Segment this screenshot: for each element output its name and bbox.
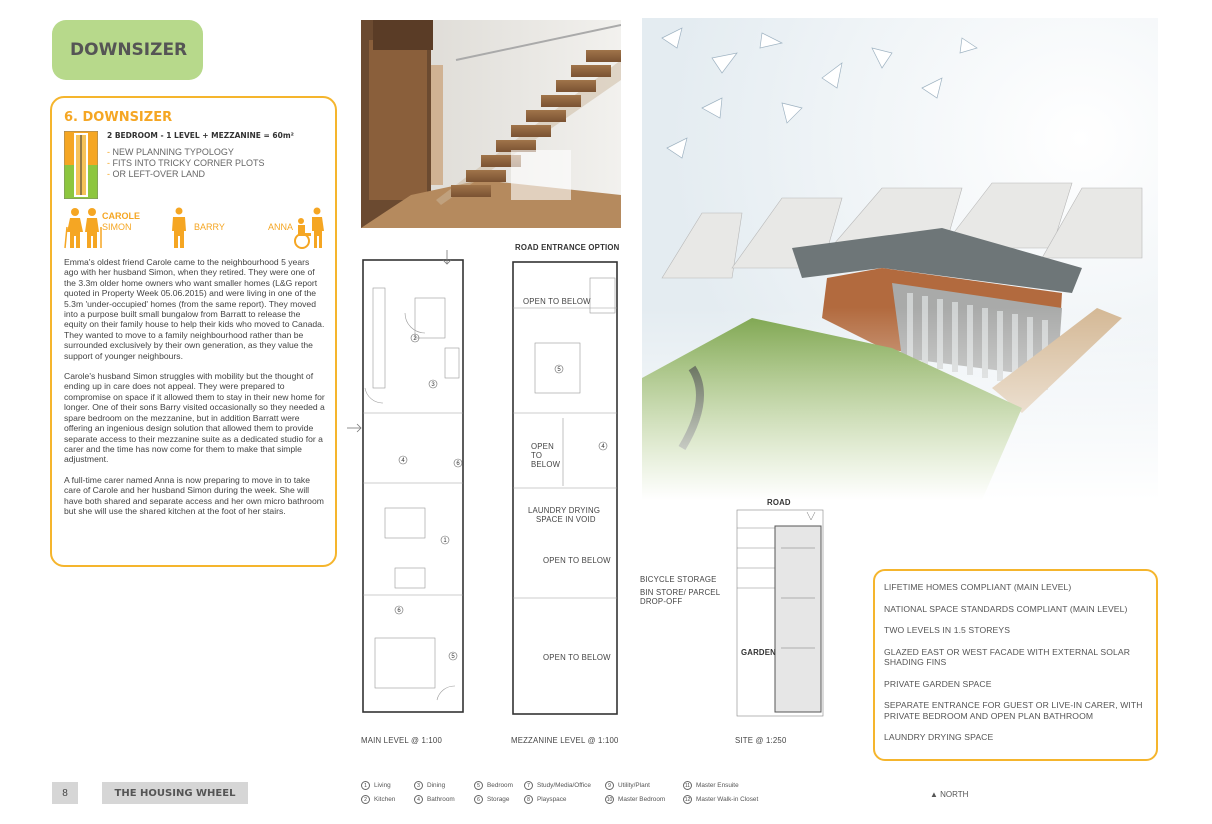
spec-line: 2 BEDROOM - 1 LEVEL + MEZZANINE = 60m² xyxy=(107,131,294,140)
page-title-text: DOWNSIZER xyxy=(70,40,188,60)
feature-item: PRIVATE GARDEN SPACE xyxy=(884,678,992,689)
north-label: NORTH xyxy=(940,790,969,799)
card-heading: 6. DOWNSIZER xyxy=(64,110,173,125)
legend-item xyxy=(474,781,513,790)
road-entrance-label: ROAD ENTRANCE OPTION xyxy=(515,243,620,252)
mezzanine-level-caption: MEZZANINE LEVEL @ 1:100 xyxy=(511,736,619,745)
north-arrow-icon: ▲ xyxy=(930,790,938,799)
garden-label: GARDEN xyxy=(741,648,776,657)
legend-label: Utility/Plant xyxy=(618,782,650,789)
legend-label: Living xyxy=(374,782,391,789)
persona-simon: SIMON xyxy=(102,222,132,232)
bullet-item: - FITS INTO TRICKY CORNER PLOTS xyxy=(107,158,265,169)
bin-store-label-2: DROP-OFF xyxy=(640,597,683,606)
story-paragraph: A full-time carer named Anna is now preparing to move in to take care of Carole and her husband Simon during the week. She will have both shared and separate access and her own micro bathroom but she will use the shared kitchen at the foot of her stairs. xyxy=(64,474,324,516)
legend-label: Master Bedroom xyxy=(618,796,666,803)
below-label: BELOW xyxy=(531,460,561,469)
room-number: 6 xyxy=(456,461,460,467)
legend-label: Kitchen xyxy=(374,796,396,803)
room-number: 2 xyxy=(413,336,417,342)
to-label: TO xyxy=(531,451,543,460)
bicycle-storage-label: BICYCLE STORAGE xyxy=(640,575,717,584)
legend-number: 5 xyxy=(474,781,483,790)
mezzanine-level-plan xyxy=(505,258,625,718)
legend-item xyxy=(361,795,395,804)
legend-item xyxy=(524,781,591,790)
legend-item xyxy=(474,795,509,804)
page-title xyxy=(52,20,203,80)
legend-number: 11 xyxy=(684,782,691,789)
legend-item xyxy=(605,781,650,790)
bullet-item: - OR LEFT-OVER LAND xyxy=(107,169,265,180)
laundry-label-1: LAUNDRY DRYING xyxy=(528,506,601,515)
main-level-plan xyxy=(345,238,485,718)
elderly-couple-icon xyxy=(64,207,102,249)
room-number: 5 xyxy=(451,654,455,660)
legend-item xyxy=(683,781,739,790)
open-to-below-label: OPEN TO BELOW xyxy=(543,556,611,565)
feature-item: SEPARATE ENTRANCE FOR GUEST OR LIVE-IN CARER, WITH PRIVATE BEDROOM AND OPEN PLAN BATHROOM xyxy=(884,700,1143,721)
legend-item xyxy=(605,795,665,804)
summary-block xyxy=(64,131,325,201)
legend-number: 12 xyxy=(684,796,691,803)
room-number: 3 xyxy=(431,382,435,388)
road-label: ROAD xyxy=(767,498,791,507)
legend-number: 9 xyxy=(605,781,614,790)
feature-item: NATIONAL SPACE STANDARDS COMPLIANT (MAIN LEVEL) xyxy=(884,603,1128,614)
legend-label: Bedroom xyxy=(487,782,513,789)
legend-label: Bathroom xyxy=(427,796,455,803)
legend-label: Dining xyxy=(427,782,446,789)
legend-number: 10 xyxy=(606,796,613,803)
story-paragraph: Carole's husband Simon struggles with mobility but the thought of ending up in care does not appeal. They were prepared to compromise on space if it allowed them to stay in their new home for longer. One of their sons Barry visited occasionally so they needed a spare bedroom on the mezzanine, but in addition Barratt were offering an ingenious design solution that allowed them to provide separate access to their mezzanine suite as a dedicated studio for a carer and the time has now come for them to make that simple adjustment. xyxy=(64,371,325,465)
laundry-label-2: SPACE IN VOID xyxy=(536,515,596,524)
carer-wheelchair-icon xyxy=(292,207,328,249)
site-caption: SITE @ 1:250 xyxy=(735,736,787,745)
legend-label: Study/Media/Office xyxy=(537,782,591,789)
interior-staircase-photo xyxy=(361,20,621,228)
legend-number: 7 xyxy=(524,781,533,790)
legend-number: 6 xyxy=(474,795,483,804)
typology-plan-icon xyxy=(64,131,98,199)
house-render xyxy=(642,18,1158,500)
legend-item xyxy=(683,795,758,804)
main-level-caption: MAIN LEVEL @ 1:100 xyxy=(361,736,443,745)
persona-carole: CAROLE xyxy=(102,211,140,221)
persona-barry: BARRY xyxy=(194,222,225,232)
typology-card xyxy=(50,96,337,567)
bullet-item: - NEW PLANNING TYPOLOGY xyxy=(107,147,265,158)
legend-number: 3 xyxy=(414,781,423,790)
book-title: THE HOUSING WHEEL xyxy=(102,782,248,804)
legend-label: Master Ensuite xyxy=(696,782,739,789)
legend-number: 8 xyxy=(524,795,533,804)
feature-item: TWO LEVELS IN 1.5 STOREYS xyxy=(884,625,1011,635)
feature-item: LAUNDRY DRYING SPACE xyxy=(884,732,994,742)
persona-anna: ANNA xyxy=(268,222,294,232)
room-number: 1 xyxy=(443,538,447,544)
story-paragraph: Emma's oldest friend Carole came to the neighbourhood 5 years ago with her husband Simon, when they retired. They were one of the 3.3m older home owners who want smaller homes (L&G report quoted in Property Week 05.06.2015) and were living in one of the 5.3m 'under-occupied' homes (from the same report). They moved into a purpose built small bungalow from Barratt to release the equity on their family house to help their kids who moved to Canada. They wanted to move to a family neighbourhood rather than be surrounded exclusively by their own generation, as they value the support of younger neighbours. xyxy=(64,257,325,361)
open-to-below-label: OPEN TO BELOW xyxy=(543,653,611,662)
bin-store-label-1: BIN STORE/ PARCEL xyxy=(640,588,721,597)
feature-item: LIFETIME HOMES COMPLIANT (MAIN LEVEL) xyxy=(884,582,1072,592)
open-label: OPEN xyxy=(531,442,554,451)
feature-item: GLAZED EAST OR WEST FACADE WITH EXTERNAL SOLAR SHADING FINS xyxy=(884,646,1131,667)
legend-number: 4 xyxy=(414,795,423,804)
room-number: 4 xyxy=(601,444,605,450)
legend-item xyxy=(414,795,455,804)
features-card xyxy=(873,569,1158,761)
legend-number: 2 xyxy=(361,795,370,804)
legend-label: Storage xyxy=(487,796,510,803)
room-number: 6 xyxy=(397,608,401,614)
room-number: 4 xyxy=(401,458,405,464)
room-number: 5 xyxy=(557,367,561,373)
site-plan xyxy=(735,508,825,718)
legend-label: Playspace xyxy=(537,796,567,803)
person-barry-icon xyxy=(171,207,187,249)
legend-label: Master Walk-in Closet xyxy=(696,796,759,803)
legend-item xyxy=(414,781,445,790)
legend-item xyxy=(524,795,567,804)
bullet-list xyxy=(107,147,265,180)
legend-number: 1 xyxy=(361,781,370,790)
persona-row xyxy=(64,207,325,251)
legend-item xyxy=(361,781,391,790)
story-text xyxy=(64,257,325,516)
page-number: 8 xyxy=(52,782,78,804)
open-to-below-label: OPEN TO BELOW xyxy=(523,297,591,306)
north-indicator xyxy=(930,790,968,799)
